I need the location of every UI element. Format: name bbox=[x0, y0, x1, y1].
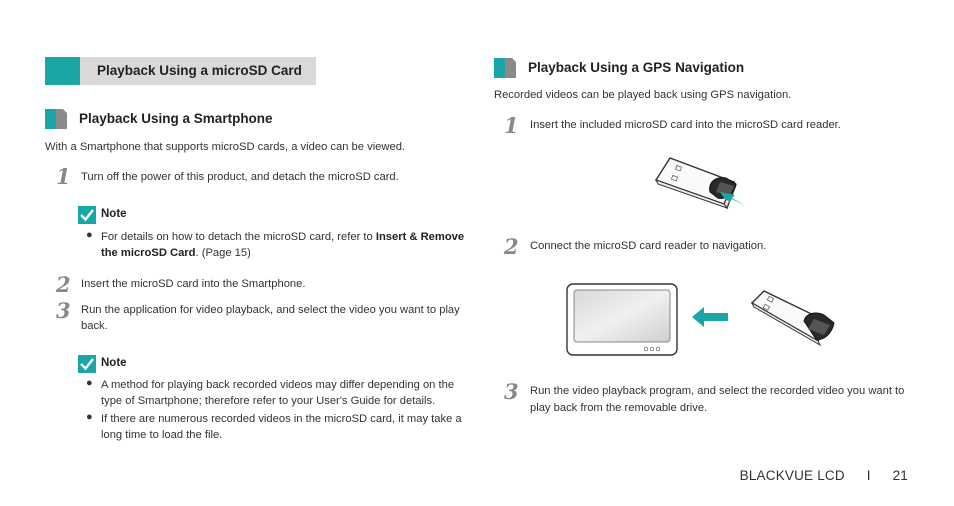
card-reader-illustration bbox=[746, 289, 838, 349]
step-number: 2 bbox=[504, 234, 519, 259]
note-text: A method for playing back recorded videos may differ depending on the bbox=[101, 379, 455, 391]
note-text: type of Smartphone; therefore refer to your User's Guide for details. bbox=[101, 395, 436, 407]
note-label: Note bbox=[101, 357, 127, 369]
page-number: 21 bbox=[892, 468, 908, 483]
bullet-icon: ● bbox=[86, 411, 93, 423]
note-page-ref: . (Page 15) bbox=[195, 247, 251, 259]
note-text: If there are numerous recorded videos in the microSD card, it may take a bbox=[101, 413, 462, 425]
section-header-bar bbox=[45, 57, 316, 85]
bullet-icon: ● bbox=[86, 229, 93, 241]
note-text: long time to load the file. bbox=[101, 429, 223, 441]
note-check-icon bbox=[78, 206, 96, 224]
note-link-insert-remove: Insert & Remove bbox=[375, 231, 465, 243]
section-accent-block bbox=[45, 57, 80, 85]
heading-marker-icon bbox=[494, 58, 516, 78]
smartphone-heading: Playback Using a Smartphone bbox=[79, 111, 273, 126]
gps-heading: Playback Using a GPS Navigation bbox=[528, 60, 745, 75]
note-text bbox=[101, 229, 464, 246]
note-text bbox=[101, 245, 251, 262]
gps-intro: Recorded videos can be played back using GPS navigation. bbox=[494, 89, 792, 101]
step-number: 1 bbox=[56, 164, 71, 189]
section-title: Playback Using a microSD Card bbox=[97, 63, 302, 78]
step-number: 2 bbox=[56, 272, 71, 297]
smartphone-intro: With a Smartphone that supports microSD cards, a video can be viewed. bbox=[45, 141, 406, 153]
step-number: 3 bbox=[56, 298, 71, 323]
step-text: Insert the included microSD card into the microSD card reader. bbox=[530, 119, 841, 131]
step-text: Connect the microSD card reader to navigation. bbox=[530, 240, 767, 252]
heading-marker-icon bbox=[45, 109, 67, 129]
bullet-icon: ● bbox=[86, 377, 93, 389]
step-text: Run the application for video playback, and select the video you want to play bbox=[81, 304, 460, 316]
step-text: Insert the microSD card into the Smartphone. bbox=[81, 278, 306, 290]
note-check-icon bbox=[78, 355, 96, 373]
card-reader-illustration bbox=[650, 152, 754, 216]
footer-brand: BLACKVUE LCD bbox=[739, 468, 845, 483]
note-text-plain: For details on how to detach the microSD card, refer to bbox=[101, 231, 376, 243]
step-number: 3 bbox=[504, 379, 519, 404]
step-number: 1 bbox=[504, 113, 519, 138]
step-text: back. bbox=[81, 320, 108, 332]
step-text: play back from the removable drive. bbox=[530, 402, 708, 414]
step-text: Turn off the power of this product, and detach the microSD card. bbox=[81, 171, 399, 183]
arrow-left-icon bbox=[692, 306, 728, 328]
note-link-microsd-card: the microSD Card bbox=[101, 247, 196, 259]
navigation-device-illustration bbox=[566, 283, 678, 356]
step-text: Run the video playback program, and select the recorded video you want to bbox=[530, 385, 905, 397]
page-footer bbox=[740, 468, 908, 483]
footer-separator: I bbox=[866, 468, 871, 483]
note-label: Note bbox=[101, 208, 127, 220]
